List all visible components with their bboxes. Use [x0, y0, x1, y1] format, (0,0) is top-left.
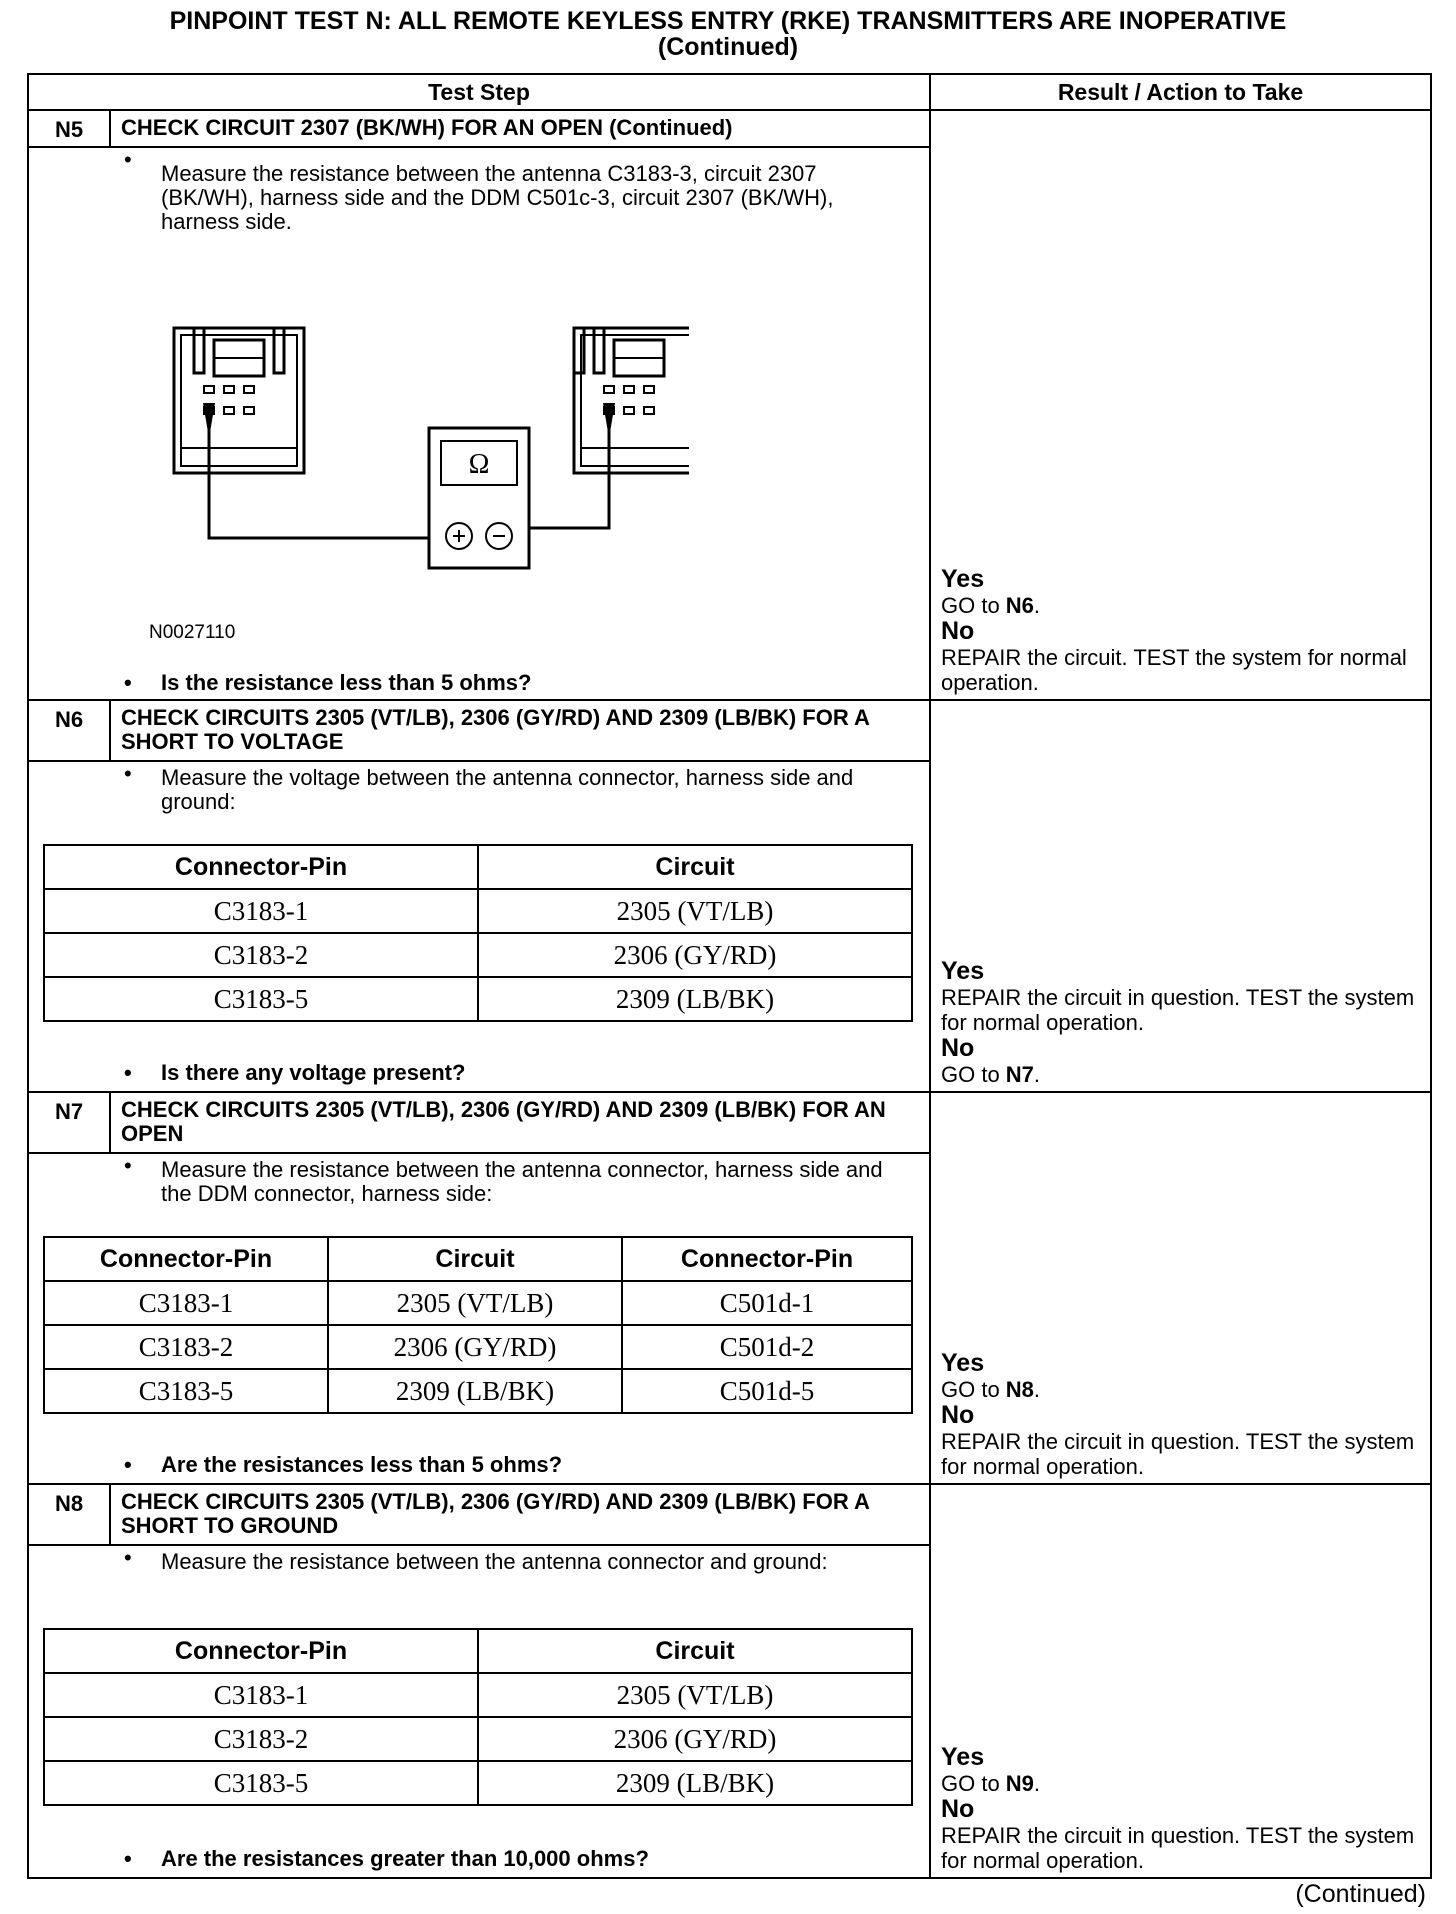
- table-row: [44, 977, 912, 1021]
- no-text: GO to: [941, 1062, 1006, 1087]
- yes-post: .: [1033, 1771, 1041, 1796]
- meter-wiring-diagram: [129, 308, 689, 578]
- step-n5-result: [930, 110, 1431, 700]
- step-id: N6: [29, 701, 111, 760]
- continued-footer: (Continued): [1295, 1880, 1426, 1908]
- connector-circuit-table: [43, 1236, 913, 1414]
- step-n7-result: [930, 1092, 1431, 1484]
- table-cell: C3183-5: [44, 977, 478, 1021]
- step-title: CHECK CIRCUITS 2305 (VT/LB), 2306 (GY/RD) AND 2309 (LB/BK) FOR A SHORT TO GROUND: [121, 1489, 870, 1538]
- left-probe-icon: [203, 403, 215, 438]
- yes-label: Yes: [941, 957, 985, 985]
- step-n8-header: [28, 1484, 930, 1545]
- no-label: No: [941, 1795, 975, 1823]
- table-cell: C3183-5: [44, 1761, 478, 1805]
- header-result: Result / Action to Take: [930, 74, 1431, 110]
- step-n6-body: [28, 761, 930, 1092]
- step-n8-result: [930, 1484, 1431, 1878]
- col-header: Circuit: [328, 1237, 622, 1281]
- table-cell: 2309 (LB/BK): [478, 977, 912, 1021]
- table-cell: 2305 (VT/LB): [328, 1281, 622, 1325]
- no-text: REPAIR the circuit in question. TEST the system for normal operation.: [941, 1823, 1415, 1873]
- title-line-1: PINPOINT TEST N: ALL REMOTE KEYLESS ENTRY (RKE) TRANSMITTERS ARE INOPERATIVE: [169, 7, 1287, 35]
- goto-code: N6: [1005, 593, 1034, 618]
- title-line-2: (Continued): [657, 33, 799, 61]
- step-n6-header: [28, 700, 930, 761]
- step-id: N5: [29, 111, 111, 146]
- page-title: [0, 8, 1456, 60]
- step-instruction: • Measure the resistance between the antenna connector, harness side and the DDM connector, harness side:: [29, 1154, 929, 1206]
- step-instruction: • Measure the resistance between the antenna connector and ground:: [29, 1546, 929, 1574]
- table-cell: C3183-1: [44, 1281, 328, 1325]
- step-id: N7: [29, 1093, 111, 1152]
- col-header: Connector-Pin: [44, 1629, 478, 1673]
- table-cell: C3183-2: [44, 1325, 328, 1369]
- ohm-symbol: Ω: [468, 449, 490, 480]
- yes-label: Yes: [941, 1743, 985, 1771]
- step-title: CHECK CIRCUITS 2305 (VT/LB), 2306 (GY/RD) AND 2309 (LB/BK) FOR A SHORT TO VOLTAGE: [121, 705, 870, 754]
- goto-code: N7: [1005, 1062, 1034, 1087]
- yes-text: GO to: [941, 1377, 1006, 1402]
- yes-label: Yes: [941, 565, 985, 593]
- step-n6-result: [930, 700, 1431, 1092]
- ddm-connector-icon: [574, 328, 689, 473]
- no-post: .: [1033, 1062, 1041, 1087]
- step-instruction: • Measure the voltage between the antenna connector, harness side and ground:: [29, 762, 929, 814]
- yes-post: .: [1033, 1377, 1041, 1402]
- step-question: • Is there any voltage present?: [29, 1061, 929, 1085]
- table-cell: 2305 (VT/LB): [478, 889, 912, 933]
- table-cell: 2305 (VT/LB): [478, 1673, 912, 1717]
- col-header: Circuit: [478, 1629, 912, 1673]
- step-n8-body: [28, 1545, 930, 1878]
- goto-code: N8: [1005, 1377, 1034, 1402]
- table-row: [44, 1369, 912, 1413]
- no-label: No: [941, 1401, 975, 1429]
- no-text: REPAIR the circuit. TEST the system for normal operation.: [941, 645, 1407, 695]
- table-row: [44, 1673, 912, 1717]
- right-probe-icon: [603, 403, 615, 438]
- table-cell: C3183-2: [44, 933, 478, 977]
- step-n7-header: [28, 1092, 930, 1153]
- step-title: CHECK CIRCUIT 2307 (BK/WH) FOR AN OPEN (Continued): [121, 115, 733, 140]
- no-label: No: [941, 1034, 975, 1062]
- table-cell: 2306 (GY/RD): [478, 933, 912, 977]
- step-n5-header: [28, 110, 930, 147]
- step-n5-body: [28, 147, 930, 700]
- table-cell: C501d-2: [622, 1325, 912, 1369]
- table-row: [44, 1325, 912, 1369]
- step-question: • Are the resistances less than 5 ohms?: [29, 1453, 929, 1477]
- step-instruction: • Measure the resistance between the antenna C3183-3, circuit 2307 (BK/WH), harness side and the DDM C501c-3, circuit 2307 (BK/WH), harness side.: [29, 148, 929, 234]
- figure-id: N0027110: [149, 622, 236, 643]
- step-title: CHECK CIRCUITS 2305 (VT/LB), 2306 (GY/RD) AND 2309 (LB/BK) FOR AN OPEN: [121, 1097, 886, 1146]
- table-cell: C3183-2: [44, 1717, 478, 1761]
- yes-text: GO to: [941, 593, 1006, 618]
- yes-text: GO to: [941, 1771, 1006, 1796]
- col-header: Connector-Pin: [622, 1237, 912, 1281]
- header-test-step: Test Step: [28, 74, 930, 110]
- table-row: [44, 1281, 912, 1325]
- yes-text: REPAIR the circuit in question. TEST the system for normal operation.: [941, 985, 1415, 1035]
- no-label: No: [941, 617, 975, 645]
- step-id: N8: [29, 1485, 111, 1544]
- pinpoint-test-table: [27, 73, 1432, 1879]
- table-cell: 2309 (LB/BK): [478, 1761, 912, 1805]
- antenna-connector-icon: [174, 328, 304, 473]
- table-cell: C501d-5: [622, 1369, 912, 1413]
- yes-label: Yes: [941, 1349, 985, 1377]
- col-header: Connector-Pin: [44, 845, 478, 889]
- connector-circuit-table: [43, 844, 913, 1022]
- goto-code: N9: [1005, 1771, 1034, 1796]
- no-text: REPAIR the circuit in question. TEST the system for normal operation.: [941, 1429, 1415, 1479]
- table-cell: C501d-1: [622, 1281, 912, 1325]
- table-cell: 2306 (GY/RD): [478, 1717, 912, 1761]
- step-n7-body: [28, 1153, 930, 1484]
- step-question: • Is the resistance less than 5 ohms?: [29, 671, 929, 695]
- table-row: [44, 889, 912, 933]
- table-cell: C3183-1: [44, 889, 478, 933]
- table-row: [44, 1717, 912, 1761]
- step-question: • Are the resistances greater than 10,000 ohms?: [29, 1847, 929, 1871]
- table-row: [44, 933, 912, 977]
- table-cell: 2306 (GY/RD): [328, 1325, 622, 1369]
- table-row: [44, 1761, 912, 1805]
- col-header: Circuit: [478, 845, 912, 889]
- table-cell: 2309 (LB/BK): [328, 1369, 622, 1413]
- col-header: Connector-Pin: [44, 1237, 328, 1281]
- table-cell: C3183-5: [44, 1369, 328, 1413]
- yes-post: .: [1033, 593, 1041, 618]
- connector-circuit-table: [43, 1628, 913, 1806]
- table-cell: C3183-1: [44, 1673, 478, 1717]
